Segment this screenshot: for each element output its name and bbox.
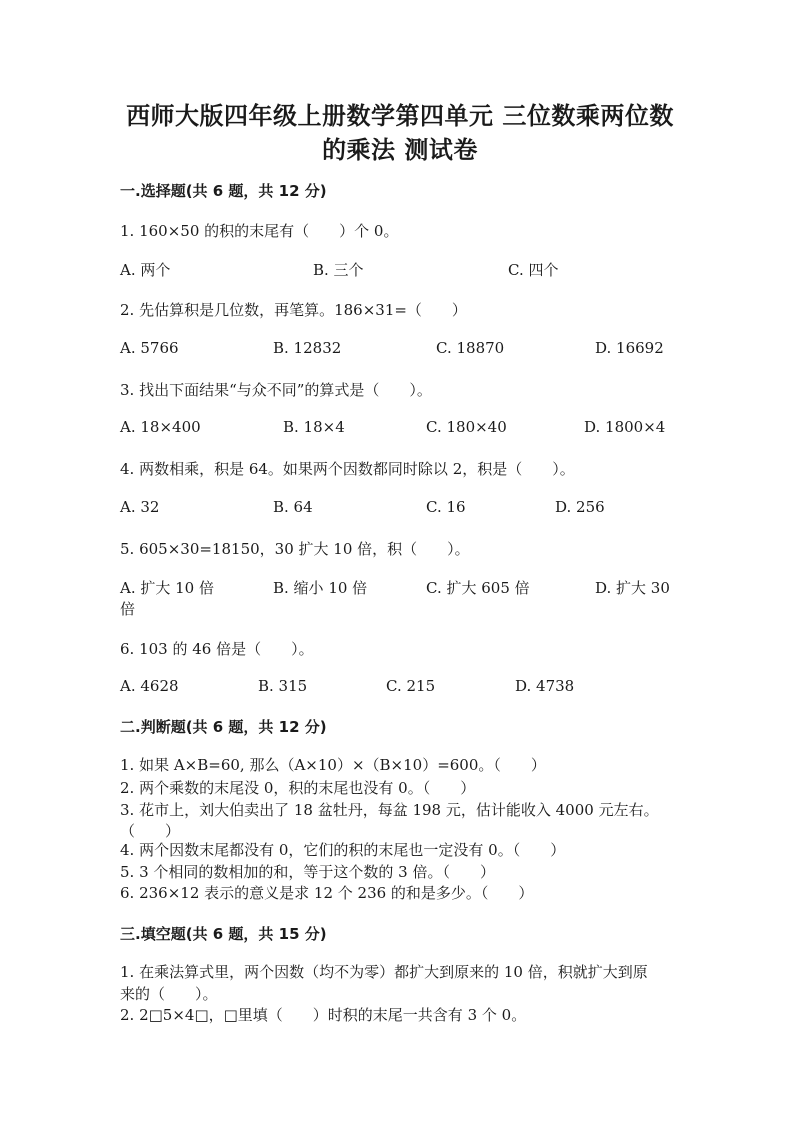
- question-1-option-a[interactable]: A. 两个: [120, 261, 171, 279]
- section-heading-fill-blank: 三.填空题(共 6 题，共 15 分): [120, 925, 327, 943]
- question-5-option-b[interactable]: B. 缩小 10 倍: [273, 579, 368, 597]
- question-6: 6. 103 的 46 倍是（ ）。: [120, 640, 314, 658]
- question-3-option-c[interactable]: C. 180×40: [426, 418, 507, 436]
- question-6-option-b[interactable]: B. 315: [258, 677, 308, 695]
- question-3-option-d[interactable]: D. 1800×4: [584, 418, 666, 436]
- question-4-option-b[interactable]: B. 64: [273, 498, 313, 516]
- section-heading-judgement: 二.判断题(共 6 题，共 12 分): [120, 718, 327, 736]
- judgement-line-5: 5. 3 个相同的数相加的和，等于这个数的 3 倍。（ ）: [120, 863, 495, 881]
- question-5-option-c[interactable]: C. 扩大 605 倍: [426, 579, 530, 597]
- question-2-option-b[interactable]: B. 12832: [273, 339, 342, 357]
- question-2-option-d[interactable]: D. 16692: [595, 339, 664, 357]
- question-1-option-b[interactable]: B. 三个: [313, 261, 364, 279]
- question-6-option-d[interactable]: D. 4738: [515, 677, 575, 695]
- question-2-option-c[interactable]: C. 18870: [436, 339, 505, 357]
- fill-line-2: 2. 2□5×4□，□里填（ ）时积的末尾一共含有 3 个 0。: [120, 1006, 527, 1024]
- question-6-option-a[interactable]: A. 4628: [120, 677, 179, 695]
- judgement-line-6: 6. 236×12 表示的意义是求 12 个 236 的和是多少。（ ）: [120, 884, 534, 902]
- question-5-option-d[interactable]: D. 扩大 30: [595, 579, 670, 597]
- question-4-option-d[interactable]: D. 256: [555, 498, 605, 516]
- judgement-line-2: 2. 两个乘数的末尾没 0，积的末尾也没有 0。（ ）: [120, 779, 476, 797]
- judgement-line-1: 1. 如果 A×B=60, 那么（A×10）×（B×10）=600。（ ）: [120, 756, 546, 774]
- judgement-line-4: 4. 两个因数末尾都没有 0，它们的积的末尾也一定没有 0。（ ）: [120, 841, 566, 859]
- document-title-line-1: 西师大版四年级上册数学第四单元 三位数乘两位数: [126, 101, 674, 130]
- question-4-option-c[interactable]: C. 16: [426, 498, 466, 516]
- question-5-option-d-wrap: 倍: [120, 600, 136, 618]
- fill-line-1-cont: 来的（ ）。: [120, 985, 218, 1003]
- question-4: 4. 两数相乘，积是 64。如果两个因数都同时除以 2，积是（ ）。: [120, 460, 575, 478]
- question-5: 5. 605×30=18150，30 扩大 10 倍，积（ ）。: [120, 540, 470, 558]
- question-2-option-a[interactable]: A. 5766: [120, 339, 179, 357]
- judgement-line-3-bracket: （ ）: [120, 822, 181, 840]
- section-heading-choice: 一.选择题(共 6 题，共 12 分): [120, 182, 327, 200]
- question-3-option-a[interactable]: A. 18×400: [120, 418, 201, 436]
- question-3: 3. 找出下面结果“与众不同”的算式是（ ）。: [120, 381, 432, 399]
- question-1: 1. 160×50 的积的末尾有（ ）个 0。: [120, 222, 399, 240]
- question-2: 2. 先估算积是几位数，再笔算。186×31=（ ）: [120, 301, 467, 319]
- question-6-option-c[interactable]: C. 215: [386, 677, 436, 695]
- fill-line-1: 1. 在乘法算式里，两个因数（均不为零）都扩大到原来的 10 倍，积就扩大到原: [120, 963, 648, 981]
- question-3-option-b[interactable]: B. 18×4: [283, 418, 345, 436]
- question-4-option-a[interactable]: A. 32: [120, 498, 160, 516]
- document-title-line-2: 的乘法 测试卷: [322, 135, 478, 164]
- question-5-option-a[interactable]: A. 扩大 10 倍: [120, 579, 214, 597]
- judgement-line-3: 3. 花市上，刘大伯卖出了 18 盆牡丹，每盆 198 元，估计能收入 4000 元左右。: [120, 801, 659, 819]
- question-1-option-c[interactable]: C. 四个: [508, 261, 559, 279]
